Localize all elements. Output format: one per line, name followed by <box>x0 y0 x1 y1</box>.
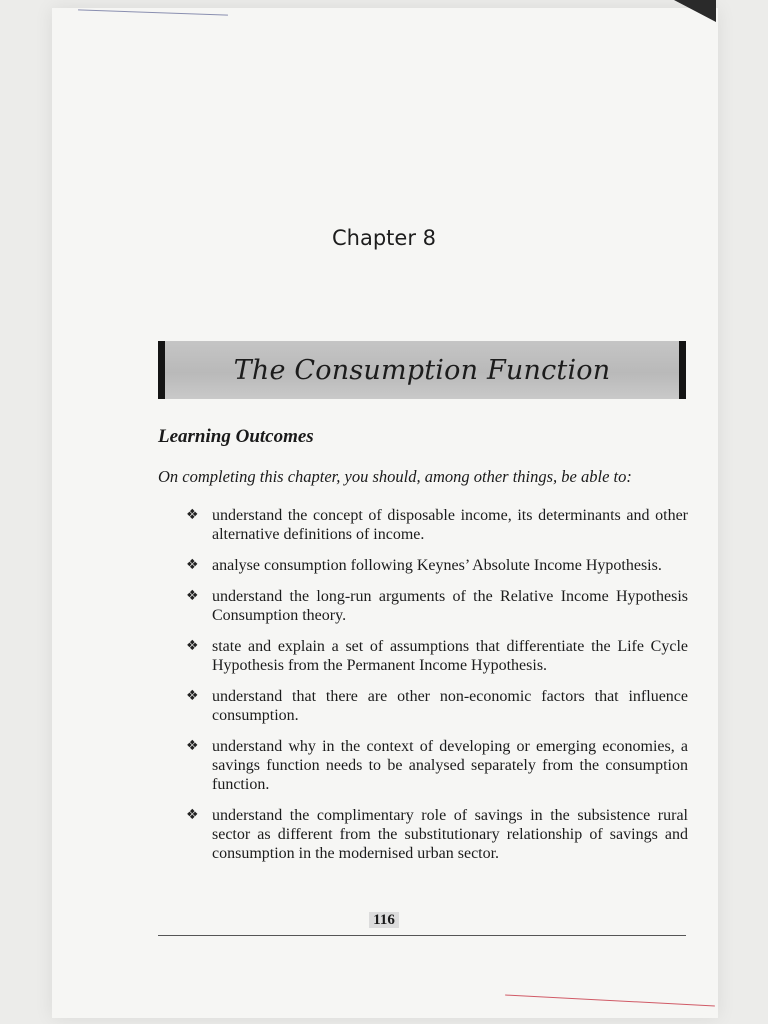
list-item <box>186 806 688 863</box>
page-corner-shadow <box>674 0 716 22</box>
list-item-text: understand the concept of disposable income, its determinants and other alternative definitions of income. <box>212 507 688 543</box>
diamond-bullet-icon: ❖ <box>186 688 199 704</box>
chapter-title: The Consumption Function <box>233 354 611 386</box>
page-number-text: 116 <box>369 912 399 928</box>
learning-outcomes-intro: On completing this chapter, you should, among other things, be able to: <box>158 467 632 486</box>
diamond-bullet-icon: ❖ <box>186 807 199 823</box>
diamond-bullet-icon: ❖ <box>186 557 199 573</box>
diamond-bullet-icon: ❖ <box>186 507 199 523</box>
list-item-text: understand why in the context of developing or emerging economies, a savings function needs to be analysed separately from the consumption function. <box>212 738 688 793</box>
chapter-title-banner <box>158 341 686 399</box>
list-item-text: state and explain a set of assumptions that differentiate the Life Cycle Hypothesis from the Permanent Income Hypothesis. <box>212 638 688 674</box>
list-item-text: understand that there are other non-economic factors that influence consumption. <box>212 688 688 724</box>
footer-divider <box>158 935 686 936</box>
learning-outcomes-list <box>186 506 688 875</box>
list-item <box>186 556 688 575</box>
diamond-bullet-icon: ❖ <box>186 588 199 604</box>
chapter-label: Chapter 8 <box>332 226 436 250</box>
list-item <box>186 637 688 675</box>
diamond-bullet-icon: ❖ <box>186 638 199 654</box>
list-item <box>186 687 688 725</box>
diamond-bullet-icon: ❖ <box>186 738 199 754</box>
learning-outcomes-heading: Learning Outcomes <box>158 426 314 447</box>
list-item <box>186 737 688 794</box>
page-number <box>0 912 768 929</box>
list-item-text: understand the complimentary role of savings in the subsistence rural sector as different from the substitutionary relationship of savings and consumption in the modernised urban sector. <box>212 807 688 862</box>
list-item-text: analyse consumption following Keynes’ Absolute Income Hypothesis. <box>212 557 662 574</box>
list-item-text: understand the long-run arguments of the Relative Income Hypothesis Consumption theory. <box>212 588 688 624</box>
list-item <box>186 587 688 625</box>
list-item <box>186 506 688 544</box>
